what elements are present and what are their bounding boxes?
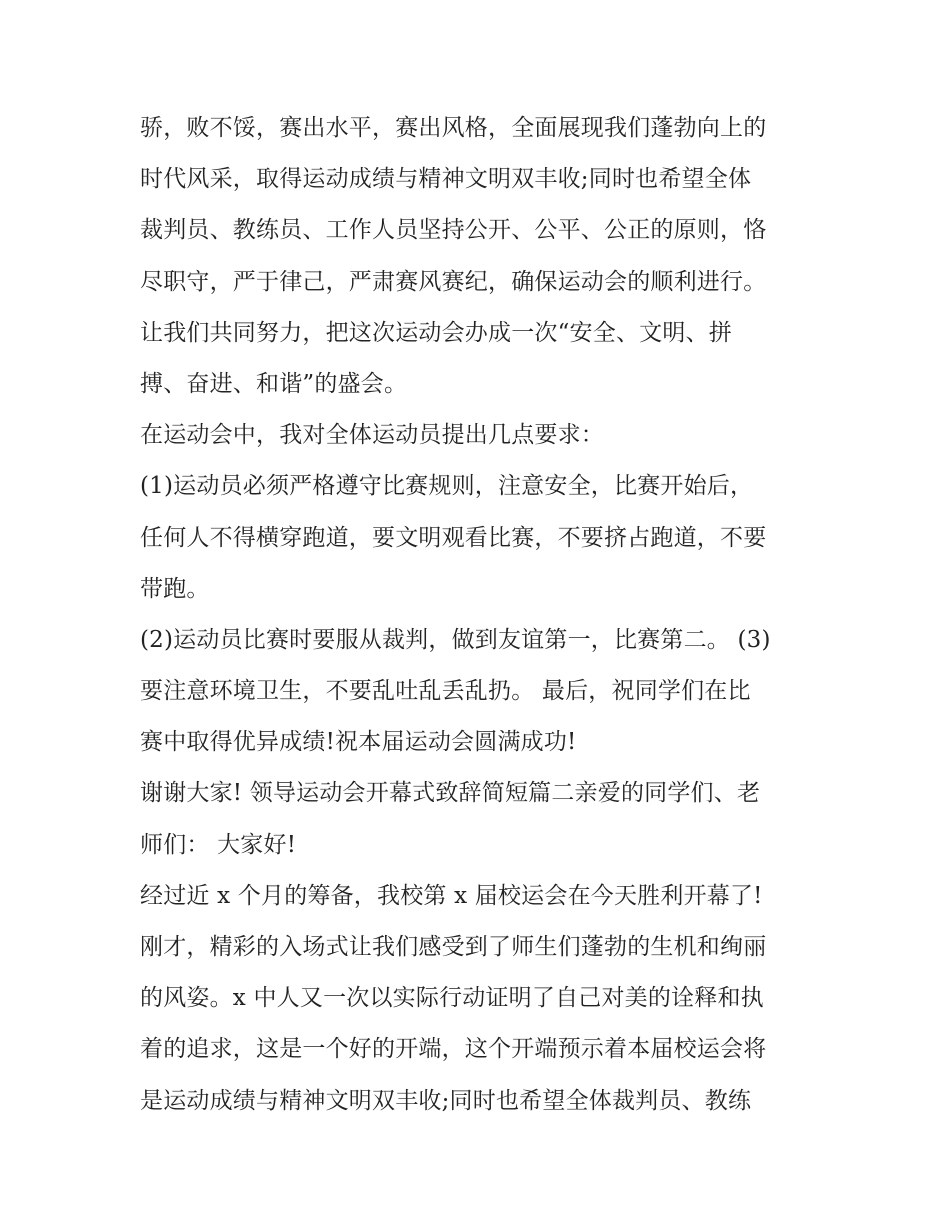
body-text	[140, 103, 830, 1127]
text-line: 让我们共同努力，把这次运动会办成一次“安全、文明、拼	[140, 319, 732, 346]
text-line: 经过近 x 个月的筹备，我校第 x 届校运会在今天胜利开幕了!	[140, 882, 763, 909]
text-line: 要注意环境卫生，不要乱吐乱丢乱扔。 最后，祝同学们在比	[140, 678, 751, 705]
text-line: (2)运动员比赛时要服从裁判，做到友谊第一，比赛第二。 (3)	[140, 626, 771, 653]
text-line: 是运动成绩与精神文明双丰收;同时也希望全体裁判员、教练	[140, 1087, 752, 1114]
text-line: 在运动会中，我对全体运动员提出几点要求：	[140, 422, 604, 449]
text-line: 尽职守，严于律己，严肃赛风赛纪，确保运动会的顺利进行。	[140, 268, 767, 295]
text-line: 着的追求，这是一个好的开端，这个开端预示着本届校运会将	[140, 1036, 767, 1063]
text-line: (1)运动员必须严格遵守比赛规则，注意安全，比赛开始后，	[140, 473, 754, 500]
text-line: 裁判员、教练员、工作人员坚持公开、公平、公正的原则，恪	[140, 217, 767, 244]
text-line: 刚才，精彩的入场式让我们感受到了师生们蓬勃的生机和绚丽	[140, 934, 767, 960]
text-line: 师们： 大家好!	[140, 831, 297, 858]
text-line: 赛中取得优异成绩!祝本届运动会圆满成功!	[140, 729, 577, 756]
text-line: 搏、奋进、和谐”的盛会。	[140, 370, 408, 397]
text-line: 骄，败不馁，赛出水平，赛出风格，全面展现我们蓬勃向上的	[140, 115, 767, 141]
text-line: 谢谢大家! 领导运动会开幕式致辞简短篇二亲爱的同学们、老	[140, 780, 761, 807]
text-line: 时代风采，取得运动成绩与精神文明双丰收;同时也希望全体	[140, 166, 752, 193]
text-line: 任何人不得横穿跑道，要文明观看比赛，不要挤占跑道，不要	[140, 524, 767, 551]
text-line: 带跑。	[140, 575, 210, 602]
text-line: 的风姿。x 中人又一次以实际行动证明了自己对美的诠释和执	[140, 985, 764, 1012]
